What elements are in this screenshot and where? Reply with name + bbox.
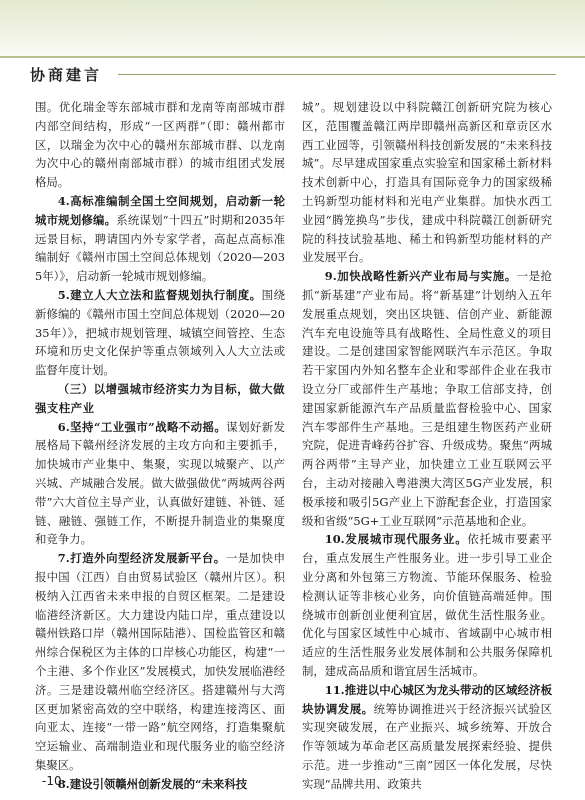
paragraph-text: 城”。规划建设以中科院赣江创新研究院为核心区，范围覆盖赣江两岸即赣州高新区和章贡区水西工业园等，引领赣州科技创新发展的“未来科技城”。尽早建成国家重点实验室和国家稀土新材料技术创新中心，打造具有国际竞争力的国家级稀土钨新型功能材料和光电产业集群。加快水西工业园“腾笼换鸟”步伐，建成中科院赣江创新研究院的科技试验基地、稀土和钨新型功能材料的产业发展平台。	[302, 100, 552, 265]
paragraph	[35, 98, 285, 192]
left-column	[35, 98, 285, 793]
paragraph-text: 依托城市要素平台，重点发展生产性服务业。进一步引导工业企业分离和外包第三方物流、节能环保服务、检验检测认证等非核心业务，向价值链高端延伸。围绕城市创新创业便利宜居，做优生活性服务业。优化与国家区域性中心城市、省域副中心城市相适应的生活性服务业发展体制和公共服务保障机制，建成高品质和谐宜居生活城市。	[302, 532, 552, 678]
paragraph-text: 一是加快申报中国（江西）自由贸易试验区（赣州片区）。积极纳入江西省未来申报的自贸区框架。二是建设临港经济新区。大力建设内陆口岸，重点建设以赣州铁路口岸（赣州国际陆港）、国检监管区和赣州综合保税区为主体的口岸核心功能区，构建“一个主港、多个作业区”发展模式，加快发展临港经济。三是建设赣州临空经济区。搭建赣州与大湾区更加紧密高效的空中联络，构建连接湾区、面向亚太、连接“一带一路”航空网络，打造集聚航空运输业、高端制造业和现代服务业的临空经济集聚区。	[35, 551, 285, 772]
paragraph-text: 系统谋划“十四五”时期和2035年远景目标，聘请国内外专家学者，高起点高标准编制好《赣州市国土空间总体规划（2020—2035年）》，启动新一轮城市规划修编。	[35, 212, 285, 284]
section-heading: （三）以增强城市经济实力为目标，做大做强支柱产业	[35, 381, 285, 415]
paragraph-heading: 4.高标准编制全国土空间规划，启动新一轮城市规划修编。	[35, 193, 285, 227]
paragraph	[35, 549, 285, 775]
paragraph	[35, 192, 285, 286]
paragraph-text: 谋划好新发展格局下赣州经济发展的主攻方向和主要抓手，加快城市产业集中、集聚，实现以城聚产、以产兴城、产城融合发展。做大做强做优“两城两谷两带”六大首位主导产业，认真做好建链、补链、延链、融链、强链工作，不断提升制造业的集聚度和竞争力。	[35, 419, 285, 547]
paragraph-heading: 5.建立人大立法和监督规划执行制度。	[57, 287, 262, 302]
header-band-rule	[0, 56, 585, 58]
paragraph-heading: 11.推进以中心城区为龙头带动的区域经济板块协调发展。	[302, 682, 552, 716]
paragraph-heading: 8.建设引领赣州创新发展的“未来科技	[57, 776, 248, 791]
paragraph	[35, 418, 285, 550]
paragraph-heading: 10.发展城市现代服务业。	[324, 532, 468, 547]
right-column	[302, 98, 552, 793]
paragraph	[302, 681, 552, 794]
header-band	[0, 0, 585, 58]
paragraph	[35, 775, 285, 794]
paragraph-heading: 7.打造外向型经济发展新平台。	[57, 551, 226, 566]
paragraph-text: 一是抢抓“新基建”产业布局。将“新基建”计划纳入五年发展重点规划，突出区块链、信创产业、新能源汽车充电设施等具有战略性、全局性意义的项目建设。二是创建国家智能网联汽车示范区。争取若干家国内外知名整车企业和零部件企业在我市设立分厂或部件生产基地；争取工信部支持，创建国家新能源汽车产品质量监督检验中心、国家汽车零部件生产基地。三是组建生物医药产业研究院，促进青峰药谷扩容、升级成势。聚焦“两城两谷两带”主导产业，加快建立工业互联网云平台，主动对接融入粤港澳大湾区5G产业发展，积极承接和吸引5G产业上下游配套企业，打造国家级和省级“5G+工业互联网”示范基地和企业。	[302, 269, 552, 528]
header-divider	[118, 74, 556, 75]
paragraph	[302, 267, 552, 530]
paragraph-heading: 6.坚持“工业强市”战略不动摇。	[57, 419, 227, 434]
paragraph-text: 统筹协调推进兴于经济振兴试验区实现突破发展，在产业振兴、城乡统筹、开放合作等领域为革命老区高质量发展探索经验、提供示范。进一步推动“三南”园区一体化发展，尽快实现“品牌共用、政策共	[302, 701, 552, 791]
paragraph	[302, 98, 552, 267]
paragraph-heading: 9.加快战略性新兴产业布局与实施。	[324, 269, 517, 284]
paragraph-text: 围绕新修编的《赣州市国土空间总体规划（2020—2035年）》，把城市规划管理、城镇空间管控、生态环境和历史文化保护等重点领域列入人大立法或监督年度计划。	[35, 287, 285, 378]
section-header-title: 协商建言	[30, 66, 103, 84]
page-number: -10-	[42, 774, 66, 788]
paragraph	[302, 530, 552, 680]
paragraph	[35, 286, 285, 380]
paragraph-text: 围。优化瑞金等东部城市群和龙南等南部城市群内部空间结构，形成“一区两群”（即：赣州都市区，以瑞金为次中心的赣州东部城市群、以龙南为次中心的赣州南部城市群）的城市组团式发展格局。	[35, 100, 285, 190]
